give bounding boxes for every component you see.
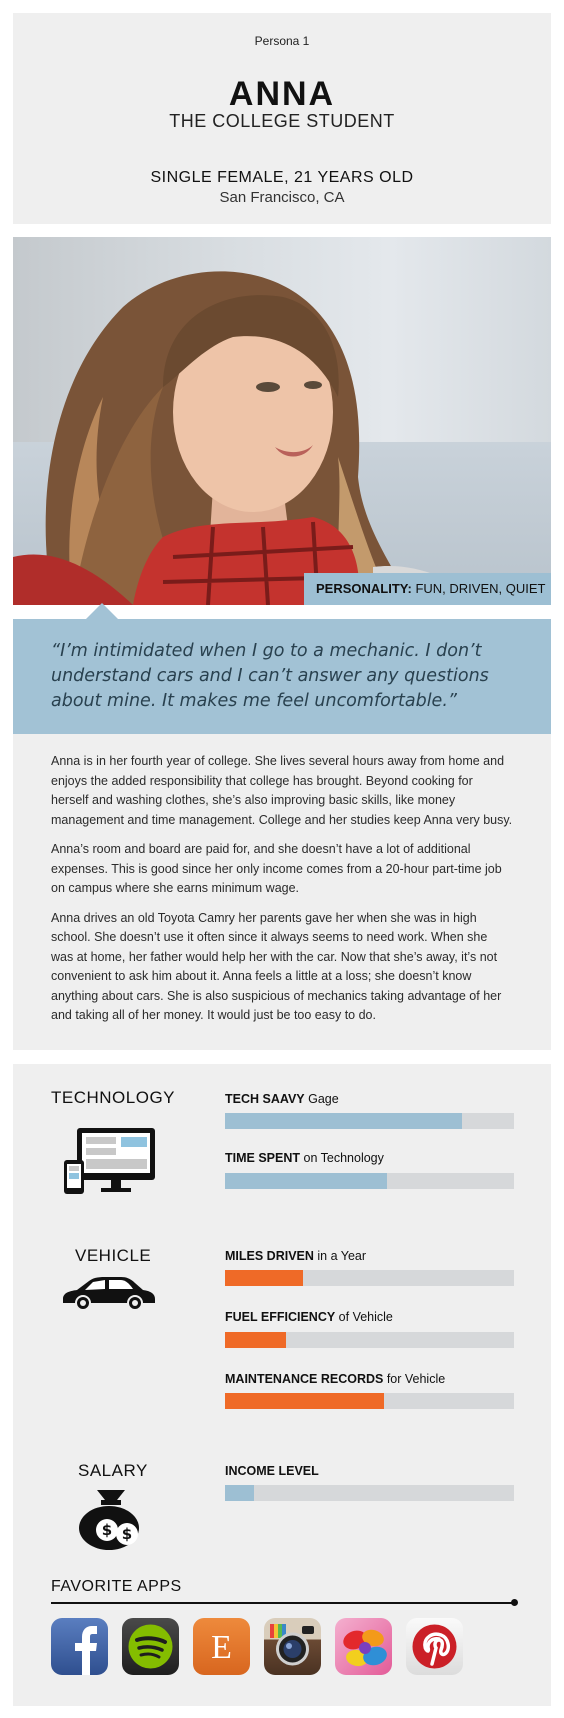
- persona-role: THE COLLEGE STUDENT: [169, 111, 395, 131]
- bar-fill: [225, 1485, 254, 1501]
- instagram-icon[interactable]: [264, 1618, 321, 1675]
- fuel-efficiency-label: FUEL EFFICIENCY of Vehicle: [225, 1310, 393, 1324]
- bar-fill: [225, 1173, 387, 1189]
- fuel-efficiency-bar: [225, 1332, 514, 1348]
- persona-demographics: SINGLE FEMALE, 21 YEARS OLD: [150, 169, 414, 186]
- income-level-bar: [225, 1485, 514, 1501]
- personality-label: PERSONALITY:: [316, 581, 412, 596]
- persona-number: Persona 1: [254, 34, 310, 48]
- svg-text:E: E: [211, 1629, 232, 1666]
- pinterest-glyph: [406, 1618, 463, 1675]
- computer-devices-icon: [63, 1126, 158, 1198]
- quote-pointer: [86, 603, 118, 619]
- persona-story: [13, 734, 551, 1050]
- svg-text:$: $: [121, 1525, 133, 1543]
- pinterest-icon[interactable]: [406, 1618, 463, 1675]
- candy-crush-glyph: [335, 1618, 392, 1675]
- favorite-apps-divider: [51, 1602, 515, 1604]
- car-icon: [61, 1277, 157, 1311]
- bar-fill: [225, 1393, 384, 1409]
- instagram-glyph: [264, 1618, 321, 1675]
- spotify-icon[interactable]: [122, 1618, 179, 1675]
- bar-fill: [225, 1113, 462, 1129]
- favorite-apps-title: FAVORITE APPS: [51, 1578, 182, 1595]
- maintenance-records-bar: [225, 1393, 514, 1409]
- bar-fill: [225, 1332, 286, 1348]
- persona-location: San Francisco, CA: [219, 189, 345, 206]
- divider-dot: [511, 1599, 518, 1606]
- technology-title: TECHNOLOGY: [51, 1088, 176, 1107]
- candy-crush-icon[interactable]: [335, 1618, 392, 1675]
- facebook-glyph: [51, 1618, 108, 1675]
- persona-quote: [13, 619, 551, 734]
- time-spent-bar: [225, 1173, 514, 1189]
- woman-portrait-illustration: [13, 237, 551, 605]
- quote-text: “I’m intimidated when I go to a mechanic. I don’t understand cars and I can’t answer any questions about mine. It makes me feel uncomfortable.”: [51, 641, 489, 711]
- salary-title: SALARY: [78, 1461, 148, 1480]
- income-level-label: INCOME LEVEL: [225, 1464, 319, 1478]
- persona-photo: [13, 237, 551, 605]
- miles-driven-label: MILES DRIVEN in a Year: [225, 1249, 367, 1263]
- spotify-glyph: [122, 1618, 179, 1675]
- facebook-icon[interactable]: [51, 1618, 108, 1675]
- etsy-glyph: [193, 1618, 250, 1675]
- tech-savvy-bar: [225, 1113, 514, 1129]
- story-paragraph: Anna’s room and board are paid for, and she doesn’t have a lot of additional expenses. This is good since her only income comes from a 20-hour part-time job on campus where she earns minimum wage.: [51, 842, 502, 895]
- persona-header: [13, 13, 551, 224]
- persona-stats: [13, 1064, 551, 1706]
- miles-driven-bar: [225, 1270, 514, 1286]
- personality-tag: [304, 573, 551, 605]
- story-paragraph: Anna is in her fourth year of college. She lives several hours away from home and enjoys the added responsibility that college has brought. Beyond cooking for herself and washing clothes, she’s also improving basic skills, like money management and time management. College and her studies keep Anna very busy.: [51, 754, 513, 827]
- money-bag-icon: [77, 1488, 145, 1550]
- persona-name: ANNA: [228, 75, 336, 113]
- tech-savvy-label: TECH SAAVY Gage: [225, 1092, 339, 1106]
- story-paragraph: Anna drives an old Toyota Camry her parents gave her when she was in high school. She doesn’t use it often since it always seems to need work. When she was at home, her father would help her with the car. Now that she’s away, it’s not convenient to ask him about it. Anna feels a little at a loss; she doesn’t know anything about cars. She is also suspicious of mechanics taking advantage of her and taking all of her money. It would just be too easy to do.: [51, 910, 502, 1022]
- bar-fill: [225, 1270, 303, 1286]
- svg-text:$: $: [101, 1521, 113, 1539]
- maintenance-records-label: MAINTENANCE RECORDS for Vehicle: [225, 1372, 446, 1386]
- vehicle-title: VEHICLE: [75, 1246, 152, 1265]
- time-spent-label: TIME SPENT on Technology: [225, 1151, 384, 1165]
- personality-traits: FUN, DRIVEN, QUIET: [411, 581, 546, 596]
- etsy-icon[interactable]: [193, 1618, 250, 1675]
